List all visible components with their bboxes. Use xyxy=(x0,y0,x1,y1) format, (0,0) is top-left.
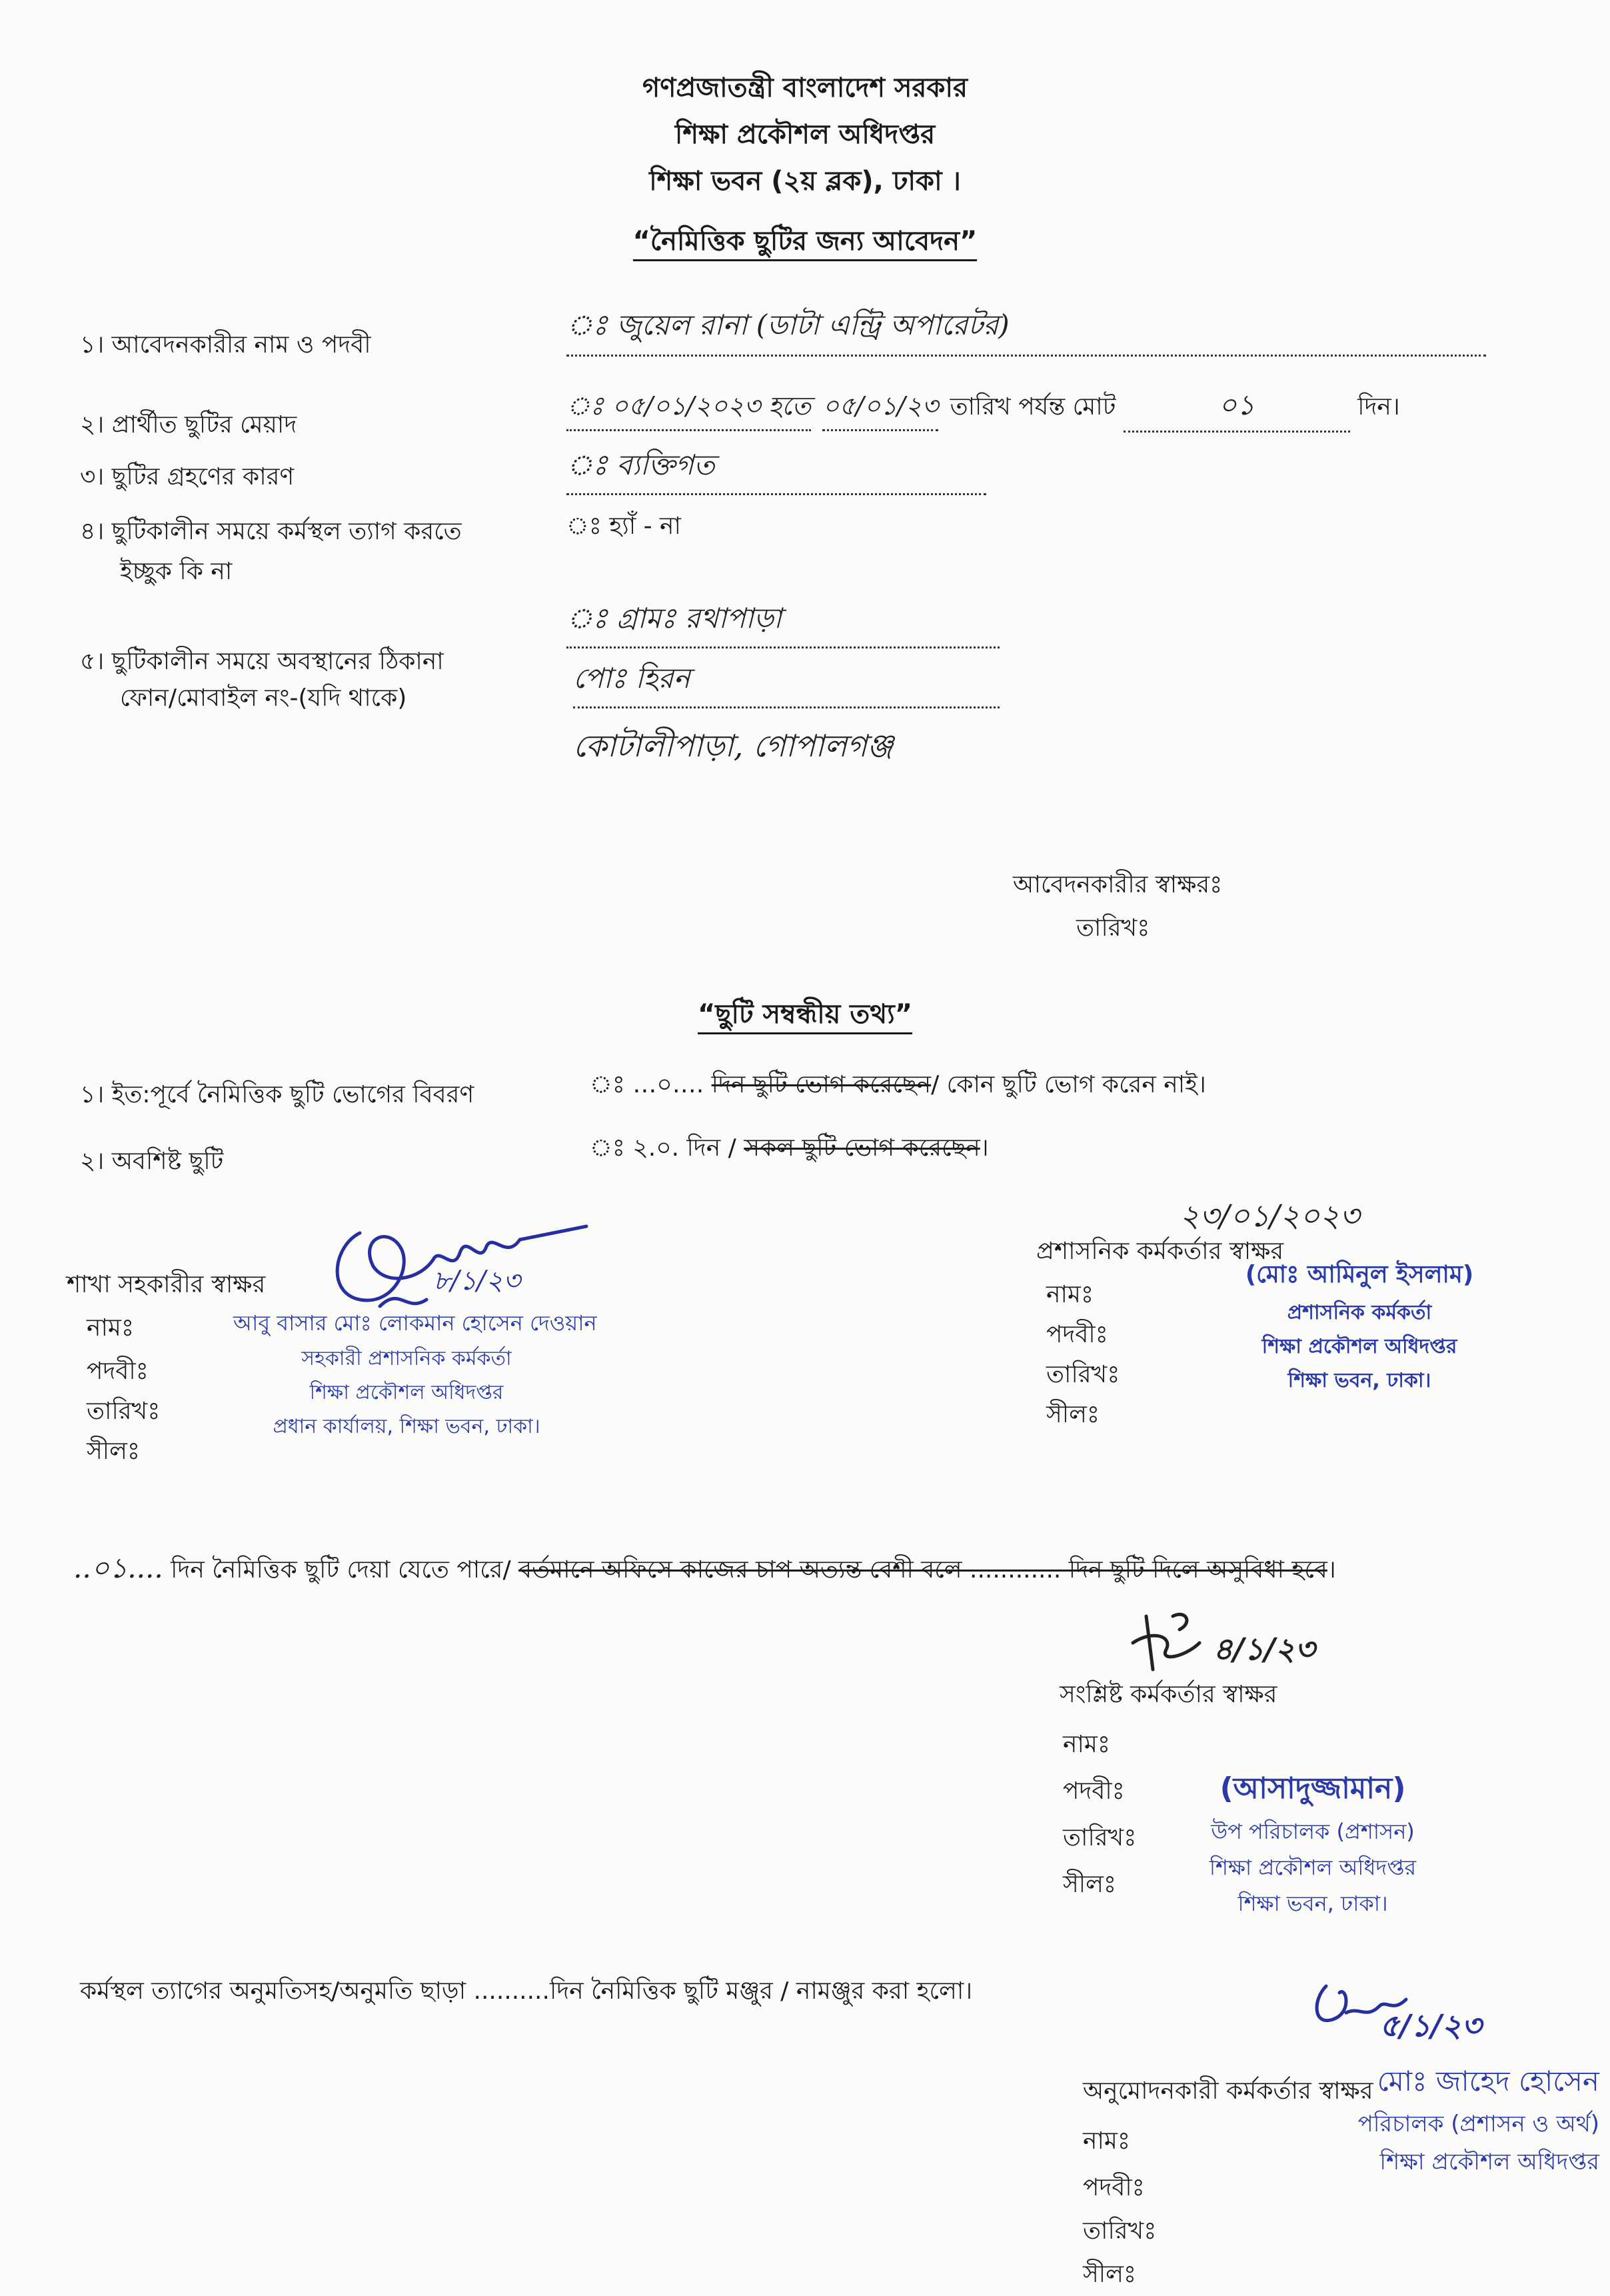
field-3-label: ৩। ছুটির গ্রহণের কারণ xyxy=(80,463,295,491)
branch-seal-line-1: আবু বাসার মোঃ লোকমান হোসেন দেওয়ান xyxy=(233,1310,597,1336)
field-5-label-2: ফোন/মোবাইল নং-(যদি থাকে) xyxy=(120,684,407,712)
admin-seal-line-3: শিক্ষা প্রকৌশল অধিদপ্তর xyxy=(1261,1335,1457,1358)
info-2-label: ২। অবশিষ্ট ছুটি xyxy=(80,1148,224,1175)
address-line-1: ঃ গ্রামঃ রথাপাড়া xyxy=(566,596,1000,648)
concerned-seal-stamp xyxy=(1160,1766,1466,1923)
info-1-struck: দিন ছুটি ভোগ করেছেন xyxy=(711,1071,932,1098)
address-line-3: কোটালীপাড়া, গোপালগঞ্জ xyxy=(573,728,894,764)
branch-seal-line-2: সহকারী প্রশাসনিক কর্মকর্তা xyxy=(301,1347,512,1370)
branch-seal-label: সীলঃ xyxy=(87,1438,141,1465)
leave-unit: দিন। xyxy=(1357,393,1400,421)
concerned-seal-line-4: শিক্ষা ভবন, ঢাকা। xyxy=(1237,1891,1388,1916)
info-title: “ছুটি সম্বন্ধীয় তথ্য” xyxy=(0,993,1610,1038)
concerned-seal-line-1: (আসাদুজ্জামান) xyxy=(1219,1771,1406,1805)
leave-suffix: তারিখ পর্যন্ত মোট xyxy=(950,393,1116,421)
admin-sign-label: প্রশাসনিক কর্মকর্তার স্বাক্ষর xyxy=(1036,1238,1284,1265)
branch-designation-label: পদবীঃ xyxy=(87,1358,149,1385)
branch-seal-line-3: শিক্ষা প্রকৌশল অধিদপ্তর xyxy=(309,1381,504,1404)
concerned-seal-line-2: উপ পরিচালক (প্রশাসন) xyxy=(1211,1819,1415,1844)
approving-seal-label: সীলঃ xyxy=(1083,2261,1137,2288)
recommend-days: ..০১.... xyxy=(73,1552,163,1584)
leave-total: ০১ xyxy=(1124,383,1350,433)
applicant-sign-label: আবেদনকারীর স্বাক্ষরঃ xyxy=(1013,871,1223,898)
admin-seal-line-2: প্রশাসনিক কর্মকর্তা xyxy=(1287,1301,1432,1324)
admin-date-label: তারিখঃ xyxy=(1046,1361,1120,1388)
approving-date-label: তারিখঃ xyxy=(1083,2217,1157,2245)
field-4-label-2: ইচ্ছুক কি না xyxy=(120,558,233,585)
concerned-sign-label: সংশ্লিষ্ট কর্মকর্তার স্বাক্ষর xyxy=(1060,1681,1277,1708)
field-2-label: ২। প্রার্থীত ছুটির মেয়াদ xyxy=(80,411,297,439)
info-2-struck: সকল ছুটি ভোগ করেছেন xyxy=(744,1134,980,1162)
field-4-value: ঃ হ্যাঁ - না xyxy=(566,513,681,540)
concerned-date-label: তারিখঃ xyxy=(1063,1824,1137,1851)
info-2-rest: । xyxy=(980,1134,989,1162)
header-line-3: শিক্ষা ভবন (২য় ব্লক), ঢাকা । xyxy=(649,166,961,197)
branch-name-label: নামঃ xyxy=(87,1314,135,1342)
info-1-label: ১। ইত:পূর্বে নৈমিত্তিক ছুটি ভোগের বিবরণ xyxy=(80,1081,474,1108)
concerned-officer-signature xyxy=(1126,1603,1226,1683)
field-5-label: ৫। ছুটিকালীন সময়ে অবস্থানের ঠিকানা xyxy=(80,648,444,675)
info-1-prefix: ঃ …০…. xyxy=(590,1071,712,1098)
recommend-text: দিন নৈমিত্তিক ছুটি দেয়া যেতে পারে/ xyxy=(163,1556,519,1584)
field-2-value xyxy=(566,383,1400,433)
field-1-label: ১। আবেদনকারীর নাম ও পদবী xyxy=(80,331,371,359)
applicant-date-label: তারিখঃ xyxy=(1076,914,1150,942)
branch-handwritten-date: ৮/১/২৩ xyxy=(433,1266,520,1296)
admin-seal-label: সীলঃ xyxy=(1046,1401,1100,1428)
admin-seal-line-1: (মোঃ আমিনুল ইসলাম) xyxy=(1245,1261,1474,1288)
branch-seal-line-4: প্রধান কার্যালয়, শিক্ষা ভবন, ঢাকা। xyxy=(273,1415,540,1438)
approving-sign-label: অনুমোদনকারী কর্মকর্তার স্বাক্ষর xyxy=(1083,2077,1373,2105)
info-1-rest: / কোন ছুটি ভোগ করেন নাই। xyxy=(931,1071,1206,1098)
header-line-1: গণপ্রজাতন্ত্রী বাংলাদেশ সরকার xyxy=(642,73,968,103)
info-1-value xyxy=(590,1066,1206,1106)
admin-name-label: নামঃ xyxy=(1046,1281,1094,1308)
concerned-handwritten-date: ৪/১/২৩ xyxy=(1213,1631,1315,1667)
branch-sign-label: শাখা সহকারীর স্বাক্ষর xyxy=(67,1271,266,1298)
approval-line: কর্মস্থল ত্যাগের অনুমতিসহ/অনুমতি ছাড়া ..........দিন নৈমিত্তিক ছুটি মঞ্জুর / নামঞ্জুর করা হলো। xyxy=(80,1977,973,2005)
admin-seal-line-4: শিক্ষা ভবন, ঢাকা। xyxy=(1287,1369,1431,1392)
field-3-value: ঃ ব্যক্তিগত xyxy=(566,443,986,495)
field-1-value: ঃ জুয়েল রানা (ডাটা এন্ট্রি অপারেটর) xyxy=(566,303,1486,357)
branch-date-label: তারিখঃ xyxy=(87,1398,161,1425)
header-line-2: শিক্ষা প্রকৌশল অধিদপ্তর xyxy=(674,119,936,150)
concerned-seal-label: সীলঃ xyxy=(1063,1871,1117,1898)
field-4-label: ৪। ছুটিকালীন সময়ে কর্মস্থল ত্যাগ করতে xyxy=(80,518,462,545)
admin-designation-label: পদবীঃ xyxy=(1046,1321,1108,1348)
concerned-seal-line-3: শিক্ষা প্রকৌশল অধিদপ্তর xyxy=(1209,1855,1417,1880)
approving-seal-line-3: শিক্ষা প্রকৌশল অধিদপ্তর xyxy=(1379,2149,1599,2175)
info-2-prefix: ঃ ২.০. দিন / xyxy=(590,1134,744,1162)
form-title: “নৈমিত্তিক ছুটির জন্য আবেদন” xyxy=(0,220,1610,265)
admin-handwritten-date: ২৩/০১/২০২৩ xyxy=(1180,1198,1360,1234)
approving-seal-line-1: মোঃ জাহেদ হোসেন xyxy=(1377,2065,1599,2097)
leave-from-date: ঃ ০৫/০১/২০২৩ হতে xyxy=(566,387,811,431)
approving-designation-label: পদবীঃ xyxy=(1083,2174,1145,2201)
recommend-end: । xyxy=(1327,1556,1336,1584)
info-2-value xyxy=(590,1130,989,1170)
recommend-line xyxy=(73,1546,1336,1594)
approving-seal-line-2: পরিচালক (প্রশাসন ও অর্থ) xyxy=(1357,2111,1599,2137)
approving-name-label: নামঃ xyxy=(1083,2127,1131,2155)
leave-to-date: ০৫/০১/২৩ xyxy=(822,387,938,431)
concerned-designation-label: পদবীঃ xyxy=(1063,1777,1125,1805)
approving-handwritten-date: ৫/১/২৩ xyxy=(1379,2007,1482,2043)
approving-seal-stamp xyxy=(1253,2059,1599,2183)
admin-seal-stamp xyxy=(1186,1256,1533,1398)
address-line-2: পোঃ হিরন xyxy=(573,656,1000,708)
branch-seal-stamp xyxy=(233,1306,597,1444)
concerned-name-label: নামঃ xyxy=(1063,1731,1111,1758)
recommend-struck: বর্তমানে অফিসে কাজের চাপ অত্যন্ত বেশী বলে ............ দিন ছুটি দিলে অসুবিধা হবে xyxy=(518,1556,1327,1584)
